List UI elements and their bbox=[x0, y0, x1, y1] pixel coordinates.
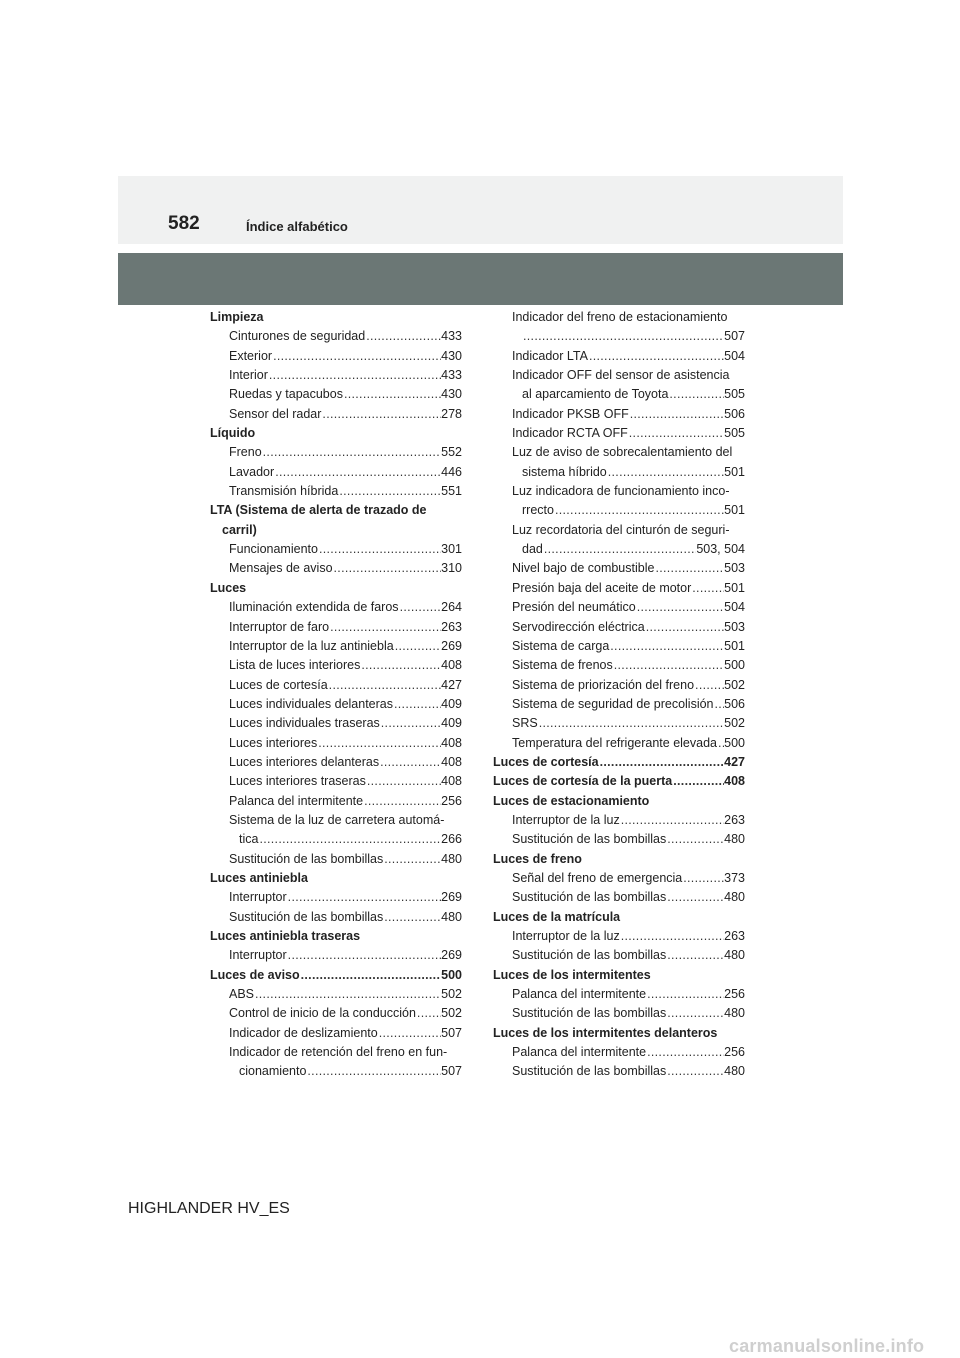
entry-text: Exterior bbox=[229, 348, 273, 363]
entry-text: Sistema de carga bbox=[512, 638, 610, 653]
leader-dots bbox=[393, 695, 441, 714]
entry-text: Indicador PKSB OFF bbox=[512, 406, 629, 421]
index-entry bbox=[210, 850, 462, 869]
index-entry: Sistema de la luz de carretera automá- bbox=[229, 812, 445, 827]
index-entry bbox=[493, 501, 745, 520]
index-entry: Luces de freno bbox=[493, 851, 582, 866]
page-reference: 551 bbox=[441, 484, 462, 499]
entry-text: Palanca del intermitente bbox=[512, 1045, 647, 1060]
entry-text: Palanca del intermitente bbox=[229, 793, 364, 808]
entry-text: Luces individuales traseras bbox=[229, 716, 380, 731]
entry-text: Luces de cortesía bbox=[493, 754, 599, 769]
index-entry bbox=[210, 676, 462, 695]
page-reference: 503 bbox=[724, 561, 745, 576]
index-entry: Luces de los intermitentes delanteros bbox=[493, 1025, 718, 1040]
entry-text: Luces interiores delanteras bbox=[229, 754, 380, 769]
page-reference: 502 bbox=[724, 677, 745, 692]
entry-text: Sustitución de las bombillas bbox=[512, 1006, 667, 1021]
leader-dots bbox=[599, 753, 725, 772]
entry-text: Presión del neumático bbox=[512, 600, 636, 615]
entry-text: Sensor del radar bbox=[229, 406, 322, 421]
leader-dots bbox=[317, 734, 441, 753]
index-entry bbox=[493, 1062, 745, 1081]
page-reference: 408 bbox=[724, 774, 745, 789]
entry-text: Interruptor de la luz bbox=[512, 812, 620, 827]
leader-dots bbox=[262, 443, 441, 462]
page-reference: 446 bbox=[441, 464, 462, 479]
page-reference: 507 bbox=[441, 1025, 462, 1040]
page-reference: 480 bbox=[441, 851, 462, 866]
leader-dots bbox=[379, 753, 441, 772]
page-reference: 502 bbox=[441, 1006, 462, 1021]
index-entry bbox=[210, 888, 462, 907]
index-entry: Luz de aviso de sobrecalentamiento del bbox=[512, 445, 733, 460]
index-entry bbox=[210, 443, 462, 462]
leader-dots bbox=[714, 695, 725, 714]
page-reference: 501 bbox=[724, 638, 745, 653]
index-entry bbox=[210, 598, 462, 617]
index-entry bbox=[210, 656, 462, 675]
entry-text: Sustitución de las bombillas bbox=[512, 890, 667, 905]
index-entry bbox=[493, 927, 745, 946]
leader-dots bbox=[383, 850, 441, 869]
leader-dots bbox=[363, 792, 441, 811]
index-entry bbox=[493, 985, 745, 1004]
leader-dots bbox=[620, 927, 724, 946]
page-reference: 427 bbox=[441, 677, 462, 692]
index-column-right bbox=[493, 308, 745, 1082]
page-reference: 256 bbox=[724, 1045, 745, 1060]
index-entry bbox=[493, 559, 745, 578]
entry-text: tica bbox=[239, 832, 259, 847]
entry-text: rrecto bbox=[522, 503, 554, 518]
page-reference: 408 bbox=[441, 774, 462, 789]
page-reference: 430 bbox=[441, 387, 462, 402]
leader-dots bbox=[620, 811, 724, 830]
page-reference: 504 bbox=[724, 600, 745, 615]
index-entry bbox=[210, 714, 462, 733]
index-entry: Luces de la matrícula bbox=[493, 909, 621, 924]
entry-text: Lavador bbox=[229, 464, 275, 479]
entry-text: al aparcamiento de Toyota bbox=[522, 387, 669, 402]
entry-text: Sistema de frenos bbox=[512, 658, 613, 673]
index-entry bbox=[210, 772, 462, 791]
leader-dots bbox=[333, 559, 442, 578]
index-entry bbox=[210, 985, 462, 1004]
leader-dots bbox=[629, 405, 724, 424]
entry-text: Sistema de seguridad de precolisión bbox=[512, 696, 714, 711]
page-reference: 409 bbox=[441, 716, 462, 731]
page-reference: 507 bbox=[441, 1064, 462, 1079]
index-entry bbox=[493, 579, 745, 598]
page-reference: 501 bbox=[724, 464, 745, 479]
leader-dots bbox=[318, 540, 441, 559]
entry-text: Sustitución de las bombillas bbox=[229, 851, 384, 866]
leader-dots bbox=[654, 559, 724, 578]
page-reference: 480 bbox=[724, 948, 745, 963]
leader-dots bbox=[588, 347, 724, 366]
page-reference: 269 bbox=[441, 638, 462, 653]
leader-dots bbox=[645, 618, 724, 637]
page-reference: 552 bbox=[441, 445, 462, 460]
leader-dots bbox=[717, 734, 724, 753]
index-entry bbox=[493, 347, 745, 366]
leader-dots bbox=[329, 618, 441, 637]
page-reference: 266 bbox=[441, 832, 462, 847]
leader-dots bbox=[300, 966, 442, 985]
entry-text: Servodirección eléctrica bbox=[512, 619, 645, 634]
index-entry bbox=[210, 559, 462, 578]
index-entry bbox=[210, 1062, 462, 1081]
index-entry bbox=[493, 463, 745, 482]
page-reference: 480 bbox=[724, 1064, 745, 1079]
leader-dots bbox=[646, 985, 724, 1004]
page-reference: 427 bbox=[724, 754, 745, 769]
page-reference: 480 bbox=[441, 909, 462, 924]
index-entry bbox=[210, 695, 462, 714]
leader-dots bbox=[383, 908, 441, 927]
leader-dots bbox=[628, 424, 724, 443]
index-entry bbox=[493, 753, 745, 772]
leader-dots bbox=[538, 714, 724, 733]
index-entry bbox=[493, 424, 745, 443]
index-entry bbox=[493, 618, 745, 637]
leader-dots bbox=[287, 888, 441, 907]
page-reference: 480 bbox=[724, 832, 745, 847]
index-entry bbox=[210, 540, 462, 559]
entry-text: Cinturones de seguridad bbox=[229, 329, 366, 344]
page-reference: 301 bbox=[441, 542, 462, 557]
leader-dots bbox=[272, 347, 441, 366]
page-reference: 504 bbox=[724, 348, 745, 363]
leader-dots bbox=[691, 579, 724, 598]
index-entry bbox=[493, 637, 745, 656]
entry-text: SRS bbox=[512, 716, 538, 731]
index-entry: LTA (Sistema de alerta de trazado de bbox=[210, 503, 427, 518]
index-entry bbox=[493, 772, 745, 791]
page-reference: 480 bbox=[724, 890, 745, 905]
index-entry bbox=[493, 888, 745, 907]
entry-text: Luces individuales delanteras bbox=[229, 696, 393, 711]
index-entry bbox=[210, 1024, 462, 1043]
index-entry bbox=[493, 946, 745, 965]
entry-text: Palanca del intermitente bbox=[512, 987, 647, 1002]
index-entry bbox=[210, 946, 462, 965]
entry-text: Presión baja del aceite de motor bbox=[512, 580, 692, 595]
index-entry bbox=[493, 1043, 745, 1062]
page-reference: 500 bbox=[724, 735, 745, 750]
leader-dots bbox=[274, 463, 441, 482]
page-reference: 408 bbox=[441, 754, 462, 769]
index-entry bbox=[493, 327, 745, 346]
index-entry bbox=[493, 830, 745, 849]
footer-model: HIGHLANDER HV_ES bbox=[128, 1200, 290, 1217]
index-entry bbox=[210, 385, 462, 404]
index-entry: Luces de los intermitentes bbox=[493, 967, 651, 982]
leader-dots bbox=[666, 1062, 724, 1081]
leader-dots bbox=[666, 946, 724, 965]
index-entry bbox=[210, 792, 462, 811]
index-entry bbox=[493, 405, 745, 424]
leader-dots bbox=[666, 1004, 724, 1023]
page-reference: 256 bbox=[441, 793, 462, 808]
entry-text: Interruptor de la luz antiniebla bbox=[229, 638, 394, 653]
leader-dots bbox=[666, 888, 724, 907]
index-entry bbox=[493, 656, 745, 675]
leader-dots bbox=[343, 385, 441, 404]
index-entry bbox=[210, 347, 462, 366]
index-entry bbox=[210, 1004, 462, 1023]
page-reference: 505 bbox=[724, 387, 745, 402]
index-entry bbox=[493, 714, 745, 733]
index-entry bbox=[210, 327, 462, 346]
entry-text: sistema híbrido bbox=[522, 464, 607, 479]
entry-text: Sustitución de las bombillas bbox=[512, 948, 667, 963]
entry-text: cionamiento bbox=[239, 1064, 307, 1079]
page-reference: 433 bbox=[441, 368, 462, 383]
page-reference: 264 bbox=[441, 600, 462, 615]
entry-text: Nivel bajo de combustible bbox=[512, 561, 655, 576]
entry-text: Funcionamiento bbox=[229, 542, 318, 557]
index-entry bbox=[210, 366, 462, 385]
entry-text: Indicador LTA bbox=[512, 348, 588, 363]
index-entry bbox=[210, 908, 462, 927]
index-entry bbox=[493, 734, 745, 753]
entry-text: Luces de cortesía de la puerta bbox=[493, 774, 673, 789]
page-reference: 433 bbox=[441, 329, 462, 344]
index-entry bbox=[210, 405, 462, 424]
leader-dots bbox=[416, 1004, 441, 1023]
leader-dots bbox=[682, 869, 724, 888]
entry-text: Interruptor bbox=[229, 890, 287, 905]
index-entry: Luz indicadora de funcionamiento inco- bbox=[512, 484, 730, 499]
entry-text: Sustitución de las bombillas bbox=[229, 909, 384, 924]
index-entry bbox=[493, 811, 745, 830]
leader-dots bbox=[258, 830, 441, 849]
leader-dots bbox=[607, 463, 724, 482]
leader-dots bbox=[543, 540, 696, 559]
header-dark-band bbox=[118, 253, 843, 305]
page-reference: 502 bbox=[724, 716, 745, 731]
page-reference: 263 bbox=[441, 619, 462, 634]
entry-text: Interior bbox=[229, 368, 268, 383]
leader-dots bbox=[613, 656, 724, 675]
entry-text: Indicador de deslizamiento bbox=[229, 1025, 378, 1040]
leader-dots bbox=[254, 985, 441, 1004]
entry-text: Luces interiores bbox=[229, 735, 318, 750]
entry-text: Freno bbox=[229, 445, 262, 460]
page-reference: 501 bbox=[724, 503, 745, 518]
leader-dots bbox=[694, 676, 724, 695]
index-entry bbox=[493, 695, 745, 714]
leader-dots bbox=[672, 772, 724, 791]
index-entry bbox=[210, 966, 462, 985]
leader-dots bbox=[666, 830, 724, 849]
index-entry bbox=[210, 637, 462, 656]
index-entry: Indicador de retención del freno en fun- bbox=[229, 1045, 448, 1060]
index-entry: Líquido bbox=[210, 426, 256, 441]
page-reference: 506 bbox=[724, 696, 745, 711]
index-entry bbox=[493, 385, 745, 404]
leader-dots bbox=[522, 327, 724, 346]
page-reference: 310 bbox=[441, 561, 462, 576]
entry-text: Luces interiores traseras bbox=[229, 774, 366, 789]
page-reference: 505 bbox=[724, 426, 745, 441]
page-reference: 503 bbox=[724, 619, 745, 634]
leader-dots bbox=[668, 385, 724, 404]
index-entry bbox=[210, 830, 462, 849]
header-band bbox=[118, 176, 843, 244]
index-entry bbox=[210, 734, 462, 753]
leader-dots bbox=[360, 656, 441, 675]
index-entry bbox=[493, 676, 745, 695]
leader-dots bbox=[287, 946, 441, 965]
page-number: 582 bbox=[168, 213, 200, 234]
page-reference: 263 bbox=[724, 812, 745, 827]
entry-text: Sustitución de las bombillas bbox=[512, 832, 667, 847]
index-entry: Luces antiniebla traseras bbox=[210, 929, 361, 943]
index-entry bbox=[493, 1004, 745, 1023]
leader-dots bbox=[328, 676, 441, 695]
index-entry bbox=[210, 463, 462, 482]
index-entry: Indicador OFF del sensor de asistencia bbox=[512, 368, 730, 383]
leader-dots bbox=[365, 327, 441, 346]
leader-dots bbox=[378, 1024, 441, 1043]
leader-dots bbox=[366, 772, 441, 791]
entry-text: Transmisión híbrida bbox=[229, 484, 339, 499]
page-reference: 506 bbox=[724, 406, 745, 421]
entry-text: Luces de aviso bbox=[210, 967, 300, 982]
leader-dots bbox=[306, 1062, 441, 1081]
index-entry bbox=[210, 618, 462, 637]
leader-dots bbox=[399, 598, 442, 617]
leader-dots bbox=[554, 501, 724, 520]
entry-text: Temperatura del refrigerante elevada bbox=[512, 735, 717, 750]
page-reference: 408 bbox=[441, 735, 462, 750]
entry-text: Interruptor de faro bbox=[229, 619, 330, 634]
page-reference: 373 bbox=[724, 870, 745, 885]
entry-text: Interruptor de la luz bbox=[512, 929, 620, 943]
leader-dots bbox=[338, 482, 441, 501]
entry-text: Iluminación extendida de faros bbox=[229, 600, 399, 615]
page-reference: 480 bbox=[724, 1006, 745, 1021]
page-reference: 408 bbox=[441, 658, 462, 673]
leader-dots bbox=[321, 405, 441, 424]
index-entry bbox=[210, 753, 462, 772]
entry-text: Mensajes de aviso bbox=[229, 561, 333, 576]
section-title: Índice alfabético bbox=[246, 219, 348, 234]
page-reference: 502 bbox=[441, 987, 462, 1002]
index-entry: Indicador del freno de estacionamiento bbox=[512, 310, 728, 324]
page-reference: 500 bbox=[441, 967, 462, 982]
page-reference: 278 bbox=[441, 406, 462, 421]
entry-text: Lista de luces interiores bbox=[229, 658, 361, 673]
index-entry bbox=[210, 482, 462, 501]
footer-watermark: carmanualsonline.info bbox=[729, 1336, 925, 1356]
leader-dots bbox=[636, 598, 724, 617]
entry-text: Indicador RCTA OFF bbox=[512, 426, 628, 441]
page-reference: 269 bbox=[441, 948, 462, 963]
page-reference: 256 bbox=[724, 987, 745, 1002]
page-reference: 263 bbox=[724, 929, 745, 943]
index-entry: Limpieza bbox=[210, 310, 264, 324]
entry-text: Sistema de priorización del freno bbox=[512, 677, 695, 692]
page-reference: 430 bbox=[441, 348, 462, 363]
index-column-left bbox=[210, 308, 462, 1082]
entry-text: Señal del freno de emergencia bbox=[512, 870, 683, 885]
index-entry: Luces bbox=[210, 580, 247, 595]
index-entry: carril) bbox=[222, 522, 257, 537]
entry-text: Sustitución de las bombillas bbox=[512, 1064, 667, 1079]
leader-dots bbox=[380, 714, 441, 733]
entry-text: Ruedas y tapacubos bbox=[229, 387, 343, 402]
entry-text: ABS bbox=[229, 987, 255, 1002]
leader-dots bbox=[609, 637, 724, 656]
index-entry bbox=[493, 598, 745, 617]
index-entry: Luz recordatoria del cinturón de seguri- bbox=[512, 522, 730, 537]
page-reference: 501 bbox=[724, 580, 745, 595]
page-reference: 507 bbox=[724, 329, 745, 344]
entry-text: dad bbox=[522, 542, 543, 557]
leader-dots bbox=[646, 1043, 724, 1062]
page-reference: 409 bbox=[441, 696, 462, 711]
index-entry: Luces de estacionamiento bbox=[493, 793, 650, 808]
page-reference: 503, 504 bbox=[696, 542, 745, 557]
leader-dots bbox=[268, 366, 441, 385]
index-entry bbox=[493, 869, 745, 888]
entry-text: Luces de cortesía bbox=[229, 677, 328, 692]
index-entry bbox=[493, 540, 745, 559]
entry-text: Control de inicio de la conducción bbox=[229, 1006, 416, 1021]
leader-dots bbox=[394, 637, 441, 656]
page-reference: 269 bbox=[441, 890, 462, 905]
entry-text: Interruptor bbox=[229, 948, 287, 963]
index-entry: Luces antiniebla bbox=[210, 870, 308, 885]
page-reference: 500 bbox=[724, 658, 745, 673]
